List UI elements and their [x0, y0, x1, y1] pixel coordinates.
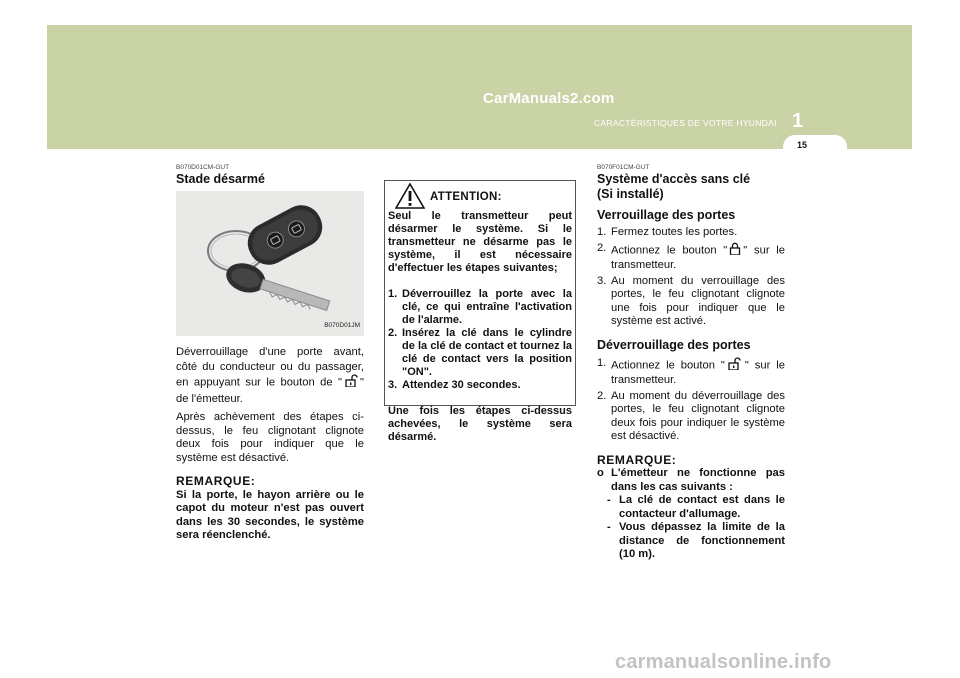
step-number: 2. [597, 241, 607, 254]
note-list [597, 467, 785, 494]
lock-heading: Verrouillage des portes [597, 208, 736, 222]
step-text: Au moment du déverrouillage des portes, le feu clignotant clignote deux fois pour indiquer le système est désactivé. [611, 389, 785, 442]
step-number: 2. [597, 389, 607, 402]
key-fob-illustration [176, 191, 364, 336]
note-intro [597, 467, 785, 494]
lock-step [597, 226, 785, 240]
left-column [176, 163, 364, 543]
paragraph-disarmed: Après achèvement des étapes ci-dessus, le feu clignotant clignote deux fois pour indiquer que le système est désactivé. [176, 411, 364, 464]
right-column [597, 163, 785, 562]
step-number: 1. [388, 288, 398, 300]
key-fob-photo [176, 191, 364, 336]
step-number: 2. [388, 327, 398, 339]
header-band [47, 25, 912, 149]
warning-box [384, 180, 576, 443]
footer-watermark-link[interactable]: carmanualsonline.info [615, 651, 832, 673]
note-heading: REMARQUE: [176, 474, 256, 488]
warning-outro: Une fois les étapes ci-dessus achevées, le système sera désarmé. [388, 405, 572, 443]
paragraph-text: Déverrouillage d'une porte avant, côté du conducteur ou du passager, en appuyant sur le bouton de " [176, 346, 364, 389]
header-brand-link[interactable]: CarManuals2.com [483, 90, 615, 107]
note-heading: REMARQUE: [597, 452, 677, 467]
step-number: 3. [597, 274, 607, 287]
step-text: Déverrouillez la porte avec la clé, ce qui entraîne l'activation de l'alarme. [402, 288, 572, 326]
page-number-tab [783, 135, 847, 151]
lock-steps [597, 226, 785, 329]
warning-steps [388, 288, 572, 392]
note-text: Si la porte, le hayon arrière ou le capot du moteur n'est pas ouvert dans les 30 secondes, le système sera réenclenché. [176, 488, 364, 541]
step-number: 3. [388, 379, 398, 391]
note-intro-text: L'émetteur ne fonctionne pas dans les cas suivants : [611, 467, 785, 493]
step-text: " sur le transmetteur. [611, 359, 785, 386]
step-number: 1. [597, 226, 607, 238]
section-heading: Système d'accès sans clé (Si installé) [597, 172, 751, 201]
note-item-text: Vous dépassez la limite de la distance de fonctionnement (10 m). [619, 521, 785, 560]
chapter-number: 1 [792, 110, 804, 132]
paragraph-unlock [176, 345, 364, 406]
unlock-step [597, 390, 785, 444]
paragraph-text: " de l'émetteur. [176, 376, 364, 405]
note-item [607, 521, 785, 562]
step-text: Insérez la clé dans le cylindre de la clé de contact et tournez la clé de contact vers la position "ON". [402, 327, 572, 378]
step-text: Attendez 30 secondes. [402, 379, 521, 391]
section-code: B070F01CM-GUT [597, 164, 650, 171]
note-item-text: La clé de contact est dans le contacteur d'allumage. [619, 494, 785, 520]
step-text: Fermez toutes les portes. [611, 226, 738, 238]
note-item [607, 494, 785, 521]
note-sublist [597, 494, 785, 562]
warning-header [388, 189, 572, 207]
step-text: Actionnez le bouton " [611, 244, 728, 257]
bullet-marker: o [597, 467, 604, 479]
warning-step [388, 288, 572, 327]
dash-marker: - [607, 521, 611, 533]
step-text: Actionnez le bouton " [611, 359, 725, 372]
unlock-step [597, 357, 785, 388]
warning-step [388, 327, 572, 379]
warning-step [388, 379, 572, 392]
warning-title: ATTENTION: [430, 191, 502, 203]
lock-icon [729, 242, 741, 260]
unlock-steps [597, 357, 785, 444]
lock-step [597, 275, 785, 329]
step-text: " sur le transmetteur. [611, 244, 785, 271]
unlock-icon [344, 374, 358, 392]
unlock-icon [727, 357, 743, 375]
dash-marker: - [607, 494, 611, 506]
step-number: 1. [597, 356, 607, 369]
section-heading: Stade désarmé [176, 172, 265, 186]
step-text: Au moment du verrouillage des portes, le feu clignotant clignote une fois pour indiquer que le système est activé. [611, 274, 785, 327]
section-code: B070D01CM-GUT [176, 164, 230, 171]
photo-code: B070D01JM [324, 321, 360, 329]
unlock-heading: Déverrouillage des portes [597, 337, 751, 352]
lock-step [597, 242, 785, 273]
warning-triangle-icon [395, 183, 425, 213]
chapter-title: CARACTÉRISTIQUES DE VOTRE HYUNDAI [594, 118, 777, 128]
page-number: 15 [797, 140, 808, 150]
warning-intro: Seul le transmetteur peut désarmer le système. Si le transmetteur ne désarme pas le système, il est nécessaire d'effectuer les étapes suivantes; [388, 210, 572, 274]
